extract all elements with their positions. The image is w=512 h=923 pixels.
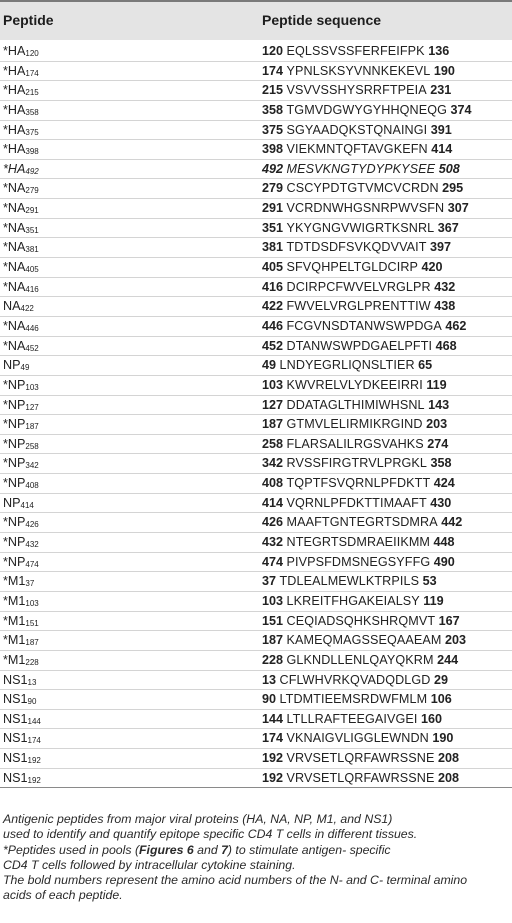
peptide-name: $*NP_{258}$ (3, 436, 39, 451)
c-terminal-number: 438 (434, 299, 456, 314)
table-row (0, 415, 512, 435)
peptide-sequence (262, 42, 449, 62)
peptide-sequence (262, 769, 459, 789)
amino-acid-sequence: VIEKMNTQFTAVGKEFN (286, 142, 428, 157)
table-body (0, 42, 512, 788)
peptide-sequence (262, 160, 460, 180)
n-terminal-number: 174 (262, 63, 284, 78)
amino-acid-sequence: DDATAGLTHIMIWHSNL (286, 397, 425, 412)
n-terminal-number: 398 (262, 142, 284, 157)
amino-acid-sequence: CSCYPDTGTVMCVCRDN (286, 181, 439, 196)
table-row (0, 199, 512, 219)
peptide-name: $NS1_{192}$ (3, 751, 41, 766)
n-terminal-number: 414 (262, 495, 284, 510)
n-terminal-number: 375 (262, 122, 284, 137)
n-terminal-number: 215 (262, 83, 284, 98)
c-terminal-number: 65 (418, 358, 433, 373)
n-terminal-number: 358 (262, 102, 284, 117)
c-terminal-number: 358 (430, 456, 452, 471)
table-row (0, 690, 512, 710)
amino-acid-sequence: TDTDSDFSVKQDVVAIT (286, 240, 427, 255)
c-terminal-number: 442 (441, 515, 463, 530)
table-row (0, 317, 512, 337)
peptide-sequence (262, 651, 458, 671)
peptide-name: $*NP_{474}$ (3, 554, 39, 569)
peptide-name: $NP_{414}$ (3, 495, 34, 510)
peptide-sequence (262, 749, 459, 769)
amino-acid-sequence: CFLWHVRKQVADQDLGD (279, 672, 431, 687)
peptide-name: $*HA_{174}$ (3, 63, 39, 78)
peptide-sequence (262, 690, 452, 710)
c-terminal-number: 307 (447, 201, 469, 216)
peptide-name: $NS1_{174}$ (3, 731, 41, 746)
peptide-name: $*NA_{381}$ (3, 240, 39, 255)
peptide-name: $NS1_{13}$ (3, 672, 37, 687)
amino-acid-sequence: VRVSETLQRFAWRSSNE (286, 770, 435, 785)
n-terminal-number: 492 (262, 161, 284, 176)
n-terminal-number: 192 (262, 751, 284, 766)
peptide-sequence (262, 435, 448, 455)
peptide-name: $*HA_{398}$ (3, 142, 39, 157)
n-terminal-number: 120 (262, 44, 284, 58)
amino-acid-sequence: SGYAADQKSTQNAINGI (286, 122, 428, 137)
n-terminal-number: 452 (262, 338, 284, 353)
table-row (0, 101, 512, 121)
c-terminal-number: 119 (423, 593, 444, 608)
header-peptide-sequence: Peptide sequence (262, 12, 382, 28)
amino-acid-sequence: PIVPSFDMSNEGSYFFG (286, 554, 431, 569)
peptide-sequence (262, 729, 453, 749)
amino-acid-sequence: MESVKNGTYDYPKYSEE (286, 161, 436, 176)
peptide-sequence (262, 199, 469, 219)
table-row (0, 179, 512, 199)
table-row (0, 729, 512, 749)
table-row (0, 376, 512, 396)
amino-acid-sequence: LTDMTIEEMSRDWFMLM (279, 692, 428, 707)
peptide-sequence (262, 356, 432, 376)
c-terminal-number: 508 (438, 161, 460, 176)
n-terminal-number: 422 (262, 299, 284, 314)
amino-acid-sequence: GTMVLELIRMIKRGIND (286, 417, 423, 432)
n-terminal-number: 103 (262, 593, 284, 608)
peptide-name: $*HA_{492}$ (3, 161, 39, 176)
c-terminal-number: 367 (437, 220, 459, 235)
c-terminal-number: 462 (445, 318, 467, 333)
amino-acid-sequence: YPNLSKSYVNNKEKEVL (286, 63, 431, 78)
table-row (0, 612, 512, 632)
peptide-name: $*NP_{103}$ (3, 377, 39, 392)
peptide-name: $*HA_{215}$ (3, 83, 39, 98)
amino-acid-sequence: TDLEALMEWLKTRPILS (279, 574, 420, 589)
amino-acid-sequence: VRVSETLQRFAWRSSNE (286, 751, 435, 766)
n-terminal-number: 351 (262, 220, 284, 235)
n-terminal-number: 90 (262, 692, 277, 707)
peptide-sequence (262, 494, 451, 514)
n-terminal-number: 258 (262, 436, 284, 451)
table-row (0, 631, 512, 651)
peptide-name: $*NA_{446}$ (3, 318, 39, 333)
table-row (0, 238, 512, 258)
table-row (0, 494, 512, 514)
peptide-name: $*M1_{37}$ (3, 574, 35, 589)
c-terminal-number: 203 (426, 417, 448, 432)
table-row (0, 396, 512, 416)
amino-acid-sequence: LTLLRAFTEEGAIVGEI (286, 711, 418, 726)
table-row (0, 62, 512, 82)
footnote-line: Antigenic peptides from major viral proteins (HA, NA, NP, M1, and NS1) (3, 812, 393, 826)
table-row (0, 513, 512, 533)
c-terminal-number: 106 (430, 692, 452, 707)
amino-acid-sequence: CEQIADSQHKSHRQMVT (286, 613, 436, 628)
peptide-name: $NA_{422}$ (3, 299, 34, 314)
peptide-sequence (262, 572, 437, 592)
amino-acid-sequence: FWVELVRGLPRENTTIW (286, 299, 431, 314)
figure-7-link[interactable]: 7 (221, 842, 228, 857)
peptide-sequence (262, 513, 462, 533)
c-terminal-number: 160 (420, 711, 442, 726)
peptide-sequence (262, 238, 451, 258)
c-terminal-number: 231 (430, 83, 452, 98)
n-terminal-number: 192 (262, 770, 284, 785)
peptide-sequence (262, 179, 463, 199)
amino-acid-sequence: VSVVSSHYSRRFTPEIA (286, 83, 427, 98)
amino-acid-sequence: FLARSALILRGSVAHKS (286, 436, 424, 451)
table-row (0, 435, 512, 455)
n-terminal-number: 446 (262, 318, 284, 333)
peptide-name: $NS1_{144}$ (3, 711, 41, 726)
peptide-name: $*NP_{342}$ (3, 456, 39, 471)
n-terminal-number: 279 (262, 181, 284, 196)
n-terminal-number: 426 (262, 515, 284, 530)
table-row (0, 769, 512, 789)
n-terminal-number: 228 (262, 652, 284, 667)
peptide-sequence (262, 62, 455, 82)
amino-acid-sequence: NTEGRTSDMRAEIIKMM (286, 535, 431, 550)
peptide-name: $*NA_{452}$ (3, 338, 39, 353)
peptide-sequence (262, 337, 457, 357)
c-terminal-number: 53 (422, 574, 437, 589)
peptide-name: $*NA_{291}$ (3, 201, 39, 216)
table-row (0, 533, 512, 553)
amino-acid-sequence: FCGVNSDTANWSWPDGA (286, 318, 442, 333)
table-row (0, 140, 512, 160)
c-terminal-number: 424 (433, 476, 455, 491)
table-row (0, 356, 512, 376)
peptide-sequence (262, 101, 472, 121)
amino-acid-sequence: VQRNLPFDKTTIMAAFT (286, 495, 427, 510)
table-row (0, 278, 512, 298)
peptide-sequence (262, 219, 459, 239)
peptide-sequence (262, 317, 466, 337)
amino-acid-sequence: KWVRELVLYDKEEIRRI (286, 377, 423, 392)
amino-acid-sequence: DCIRPCFWVELVRGLPR (286, 279, 431, 294)
c-terminal-number: 468 (435, 338, 457, 353)
n-terminal-number: 13 (262, 672, 277, 687)
peptide-sequence (262, 671, 448, 691)
peptide-sequence (262, 592, 444, 612)
peptide-name: $*HA_{358}$ (3, 102, 39, 117)
table-header (0, 0, 512, 40)
footnote-line: *Peptides used in pools (Figures 6 and 7) to stimulate antigen- specific (3, 842, 391, 857)
table-row (0, 297, 512, 317)
amino-acid-sequence: TQPTFSVQRNLPFDKTT (286, 476, 431, 491)
amino-acid-sequence: MAAFTGNTEGRTSDMRA (286, 515, 438, 530)
amino-acid-sequence: EQLSSVSSFERFEIFPK (286, 44, 425, 58)
n-terminal-number: 405 (262, 260, 284, 275)
c-terminal-number: 490 (433, 554, 455, 569)
n-terminal-number: 474 (262, 554, 284, 569)
peptide-name: $*HA_{120}$ (3, 44, 39, 58)
peptide-sequence (262, 396, 449, 416)
amino-acid-sequence: LKREITFHGAKEIALSY (286, 593, 420, 608)
peptide-name: $NS1_{192}$ (3, 770, 41, 785)
n-terminal-number: 174 (262, 731, 284, 746)
amino-acid-sequence: VCRDNWHGSNRPWVSFN (286, 201, 445, 216)
n-terminal-number: 381 (262, 240, 284, 255)
peptide-name: $NP_{49}$ (3, 358, 30, 373)
table-row (0, 710, 512, 730)
peptide-sequence (262, 533, 455, 553)
peptide-name: $*HA_{375}$ (3, 122, 39, 137)
amino-acid-sequence: SFVQHPELTGLDCIRP (286, 260, 419, 275)
c-terminal-number: 420 (421, 260, 443, 275)
peptide-sequence (262, 297, 455, 317)
n-terminal-number: 187 (262, 633, 284, 648)
amino-acid-sequence: YKYGNGVWIGRTKSNRL (286, 220, 435, 235)
peptide-sequence (262, 278, 455, 298)
amino-acid-sequence: RVSSFIRGTRVLPRGKL (286, 456, 428, 471)
c-terminal-number: 29 (434, 672, 449, 687)
table-row (0, 81, 512, 101)
c-terminal-number: 208 (437, 770, 459, 785)
footnote-line: used to identify and quantify epitope specific CD4 T cells in different tissues. (3, 827, 418, 842)
table-row (0, 651, 512, 671)
peptide-name: $*NA_{279}$ (3, 181, 39, 196)
amino-acid-sequence: GLKNDLLENLQAYQKRM (286, 652, 434, 667)
c-terminal-number: 190 (433, 63, 455, 78)
peptide-name: $*NP_{408}$ (3, 476, 39, 491)
peptide-sequence (262, 81, 451, 101)
peptide-name: $*NP_{127}$ (3, 397, 39, 412)
n-terminal-number: 408 (262, 476, 284, 491)
n-terminal-number: 127 (262, 397, 284, 412)
c-terminal-number: 274 (427, 436, 449, 451)
amino-acid-sequence: VKNAIGVLIGGLEWNDN (286, 731, 429, 746)
c-terminal-number: 203 (444, 633, 466, 648)
peptide-name: $*NP_{432}$ (3, 535, 39, 550)
peptide-sequence (262, 121, 452, 141)
c-terminal-number: 374 (450, 102, 472, 117)
footnote-line: CD4 T cells followed by intracellular cytokine staining. (3, 857, 296, 872)
peptide-name: $*M1_{187}$ (3, 633, 39, 648)
n-terminal-number: 187 (262, 417, 284, 432)
amino-acid-sequence: DTANWSWPDGAELPFTI (286, 338, 433, 353)
n-terminal-number: 37 (262, 574, 277, 589)
table-row (0, 42, 512, 62)
c-terminal-number: 397 (430, 240, 452, 255)
table-row (0, 474, 512, 494)
table-footnotes (3, 812, 508, 904)
c-terminal-number: 432 (434, 279, 456, 294)
peptide-sequence (262, 710, 442, 730)
peptide-sequence (262, 553, 455, 573)
peptide-sequence (262, 140, 452, 160)
table-row (0, 121, 512, 141)
n-terminal-number: 342 (262, 456, 284, 471)
peptide-name: $*NA_{405}$ (3, 260, 39, 275)
n-terminal-number: 416 (262, 279, 284, 294)
table-row (0, 553, 512, 573)
n-terminal-number: 291 (262, 201, 284, 216)
peptide-sequence (262, 631, 466, 651)
table-row (0, 572, 512, 592)
peptide-sequence (262, 612, 460, 632)
n-terminal-number: 432 (262, 535, 284, 550)
c-terminal-number: 143 (428, 397, 450, 412)
c-terminal-number: 391 (430, 122, 452, 137)
peptide-sequence (262, 474, 455, 494)
footnote-line: acids of each peptide. (3, 888, 123, 903)
table-row (0, 749, 512, 769)
table-row (0, 160, 512, 180)
c-terminal-number: 190 (432, 731, 454, 746)
peptide-sequence (262, 376, 447, 396)
c-terminal-number: 119 (426, 377, 447, 392)
n-terminal-number: 151 (262, 613, 284, 628)
peptide-sequence (262, 454, 452, 474)
table-row (0, 337, 512, 357)
c-terminal-number: 414 (431, 142, 453, 157)
peptide-sequence (262, 258, 443, 278)
peptide-name: $NS1_{90}$ (3, 692, 37, 707)
peptide-name: $*NA_{351}$ (3, 220, 39, 235)
c-terminal-number: 430 (430, 495, 452, 510)
footnote-line: The bold numbers represent the amino acid numbers of the N- and C- terminal amino (3, 873, 468, 888)
peptide-name: $*NP_{426}$ (3, 515, 39, 530)
peptide-name: $*M1_{151}$ (3, 613, 39, 628)
peptide-sequence (262, 415, 447, 435)
c-terminal-number: 136 (428, 44, 450, 58)
c-terminal-number: 244 (437, 652, 459, 667)
amino-acid-sequence: TGMVDGWYGYHHQNEQG (286, 102, 448, 117)
table-row (0, 454, 512, 474)
c-terminal-number: 208 (437, 751, 459, 766)
n-terminal-number: 144 (262, 711, 284, 726)
table-row (0, 219, 512, 239)
header-peptide: Peptide (3, 12, 54, 28)
peptide-name: $*M1_{103}$ (3, 593, 39, 608)
n-terminal-number: 49 (262, 358, 277, 373)
table-row (0, 258, 512, 278)
peptide-name: $*NA_{416}$ (3, 279, 39, 294)
c-terminal-number: 295 (442, 181, 464, 196)
c-terminal-number: 448 (433, 535, 455, 550)
table-row (0, 592, 512, 612)
n-terminal-number: 103 (262, 377, 284, 392)
c-terminal-number: 167 (438, 613, 460, 628)
table-row (0, 671, 512, 691)
peptide-name: $*NP_{187}$ (3, 417, 39, 432)
figure-6-link[interactable]: Figures 6 (139, 842, 194, 857)
amino-acid-sequence: KAMEQMAGSSEQAAEAM (286, 633, 442, 648)
amino-acid-sequence: LNDYEGRLIQNSLTIER (279, 358, 415, 373)
peptide-name: $*M1_{228}$ (3, 652, 39, 667)
